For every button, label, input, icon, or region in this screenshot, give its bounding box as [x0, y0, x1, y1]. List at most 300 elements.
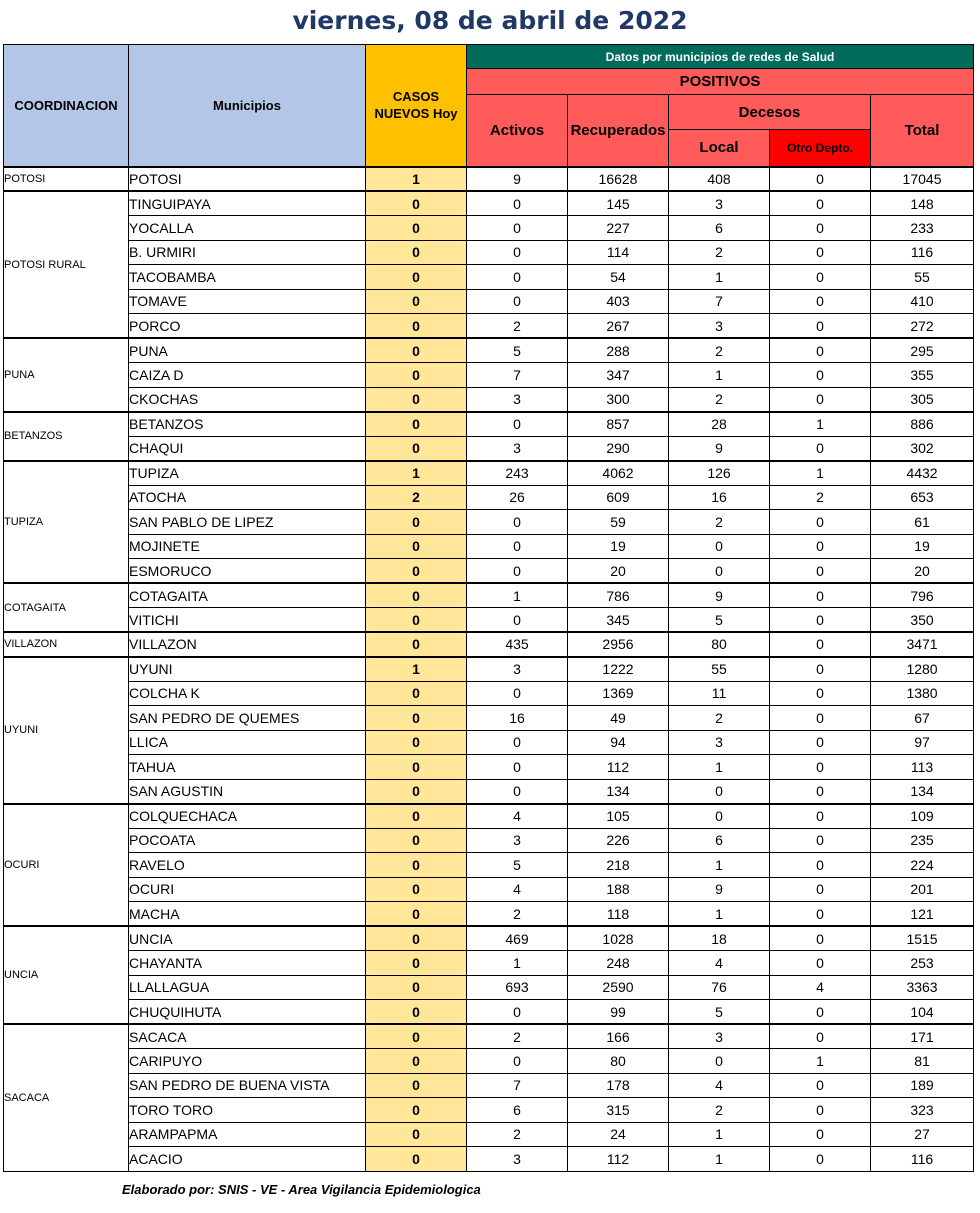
total-cell: 1380 [871, 681, 974, 706]
total-cell: 1515 [871, 926, 974, 951]
table-row [4, 632, 974, 657]
activos-cell: 3 [467, 1147, 568, 1172]
municipio-cell: COTAGAITA [129, 583, 366, 608]
table-row [4, 902, 974, 927]
table-header [4, 45, 974, 167]
total-cell: 410 [871, 289, 974, 314]
recuperados-cell: 80 [568, 1049, 669, 1074]
activos-cell: 0 [467, 1049, 568, 1074]
table-row [4, 559, 974, 584]
casos-nuevos-cell: 0 [366, 779, 467, 804]
coordinacion-group [4, 926, 974, 1024]
municipio-cell: PUNA [129, 338, 366, 363]
decesos-otro-depto-cell: 1 [770, 461, 871, 486]
decesos-local-cell: 9 [669, 436, 770, 461]
table-row [4, 191, 974, 216]
recuperados-cell: 403 [568, 289, 669, 314]
municipio-cell: RAVELO [129, 853, 366, 878]
casos-nuevos-cell: 0 [366, 510, 467, 535]
municipio-cell: SAN AGUSTIN [129, 779, 366, 804]
decesos-local-cell: 0 [669, 559, 770, 584]
casos-nuevos-cell: 0 [366, 804, 467, 829]
municipio-cell: SAN PABLO DE LIPEZ [129, 510, 366, 535]
decesos-local-cell: 0 [669, 534, 770, 559]
total-cell: 3363 [871, 975, 974, 1000]
decesos-local-cell: 28 [669, 412, 770, 437]
activos-cell: 2 [467, 902, 568, 927]
casos-nuevos-cell: 0 [366, 412, 467, 437]
activos-cell: 2 [467, 1024, 568, 1049]
table-row [4, 363, 974, 388]
municipio-cell: LLICA [129, 730, 366, 755]
activos-cell: 1 [467, 583, 568, 608]
coordinacion-cell: VILLAZON [4, 632, 129, 657]
total-cell: 235 [871, 828, 974, 853]
total-cell: 355 [871, 363, 974, 388]
municipio-cell: CKOCHAS [129, 387, 366, 412]
header-municipios: Municipios [129, 45, 366, 167]
casos-nuevos-cell: 0 [366, 1049, 467, 1074]
casos-nuevos-cell: 0 [366, 289, 467, 314]
decesos-local-cell: 1 [669, 1147, 770, 1172]
table-row [4, 265, 974, 290]
decesos-local-cell: 6 [669, 216, 770, 241]
casos-nuevos-cell: 2 [366, 485, 467, 510]
decesos-local-cell: 5 [669, 1000, 770, 1025]
activos-cell: 0 [467, 265, 568, 290]
decesos-local-cell: 9 [669, 583, 770, 608]
decesos-otro-depto-cell: 0 [770, 265, 871, 290]
decesos-otro-depto-cell: 0 [770, 657, 871, 682]
recuperados-cell: 1369 [568, 681, 669, 706]
decesos-otro-depto-cell: 2 [770, 485, 871, 510]
decesos-local-cell: 3 [669, 191, 770, 216]
decesos-local-cell: 11 [669, 681, 770, 706]
casos-nuevos-cell: 0 [366, 363, 467, 388]
casos-nuevos-cell: 0 [366, 387, 467, 412]
activos-cell: 3 [467, 657, 568, 682]
total-cell: 305 [871, 387, 974, 412]
municipio-cell: CARIPUYO [129, 1049, 366, 1074]
decesos-otro-depto-cell: 0 [770, 608, 871, 633]
casos-nuevos-cell: 0 [366, 436, 467, 461]
decesos-otro-depto-cell: 0 [770, 877, 871, 902]
casos-nuevos-cell: 0 [366, 828, 467, 853]
activos-cell: 435 [467, 632, 568, 657]
table-row [4, 583, 974, 608]
total-cell: 233 [871, 216, 974, 241]
table-row [4, 240, 974, 265]
decesos-local-cell: 76 [669, 975, 770, 1000]
activos-cell: 469 [467, 926, 568, 951]
coordinacion-cell: UYUNI [4, 657, 129, 804]
decesos-otro-depto-cell: 0 [770, 681, 871, 706]
coordinacion-cell: SACACA [4, 1024, 129, 1171]
total-cell: 350 [871, 608, 974, 633]
casos-nuevos-cell: 0 [366, 314, 467, 339]
decesos-otro-depto-cell: 0 [770, 804, 871, 829]
activos-cell: 26 [467, 485, 568, 510]
header-decesos: Decesos [669, 95, 871, 130]
recuperados-cell: 786 [568, 583, 669, 608]
total-cell: 113 [871, 755, 974, 780]
municipio-cell: SAN PEDRO DE BUENA VISTA [129, 1073, 366, 1098]
table-row [4, 1147, 974, 1172]
decesos-otro-depto-cell: 0 [770, 1098, 871, 1123]
recuperados-cell: 2956 [568, 632, 669, 657]
municipio-cell: VILLAZON [129, 632, 366, 657]
casos-nuevos-cell: 0 [366, 877, 467, 902]
table-row [4, 828, 974, 853]
coordinacion-group [4, 461, 974, 584]
coordinacion-group [4, 338, 974, 412]
recuperados-cell: 112 [568, 1147, 669, 1172]
decesos-otro-depto-cell: 1 [770, 1049, 871, 1074]
table-row [4, 608, 974, 633]
municipio-cell: OCURI [129, 877, 366, 902]
total-cell: 20 [871, 559, 974, 584]
recuperados-cell: 145 [568, 191, 669, 216]
recuperados-cell: 609 [568, 485, 669, 510]
casos-nuevos-cell: 0 [366, 1073, 467, 1098]
activos-cell: 0 [467, 779, 568, 804]
municipio-cell: MACHA [129, 902, 366, 927]
table-row [4, 412, 974, 437]
coordinacion-group [4, 657, 974, 804]
recuperados-cell: 267 [568, 314, 669, 339]
decesos-otro-depto-cell: 0 [770, 240, 871, 265]
decesos-otro-depto-cell: 0 [770, 191, 871, 216]
activos-cell: 0 [467, 412, 568, 437]
municipio-cell: TINGUIPAYA [129, 191, 366, 216]
decesos-otro-depto-cell: 0 [770, 510, 871, 535]
decesos-local-cell: 6 [669, 828, 770, 853]
recuperados-cell: 94 [568, 730, 669, 755]
total-cell: 323 [871, 1098, 974, 1123]
decesos-local-cell: 18 [669, 926, 770, 951]
recuperados-cell: 1028 [568, 926, 669, 951]
casos-nuevos-cell: 0 [366, 534, 467, 559]
activos-cell: 3 [467, 387, 568, 412]
decesos-otro-depto-cell: 0 [770, 1147, 871, 1172]
decesos-otro-depto-cell: 0 [770, 167, 871, 192]
activos-cell: 243 [467, 461, 568, 486]
decesos-local-cell: 2 [669, 387, 770, 412]
decesos-local-cell: 7 [669, 289, 770, 314]
decesos-local-cell: 4 [669, 951, 770, 976]
municipio-cell: LLALLAGUA [129, 975, 366, 1000]
decesos-otro-depto-cell: 0 [770, 363, 871, 388]
decesos-local-cell: 1 [669, 363, 770, 388]
activos-cell: 0 [467, 608, 568, 633]
recuperados-cell: 54 [568, 265, 669, 290]
decesos-local-cell: 55 [669, 657, 770, 682]
casos-nuevos-cell: 0 [366, 216, 467, 241]
recuperados-cell: 16628 [568, 167, 669, 192]
casos-nuevos-cell: 0 [366, 265, 467, 290]
casos-nuevos-cell: 0 [366, 902, 467, 927]
table-row [4, 289, 974, 314]
casos-nuevos-cell: 0 [366, 926, 467, 951]
header-recuperados: Recuperados [568, 95, 669, 167]
activos-cell: 0 [467, 730, 568, 755]
decesos-otro-depto-cell: 0 [770, 902, 871, 927]
activos-cell: 5 [467, 338, 568, 363]
decesos-otro-depto-cell: 0 [770, 436, 871, 461]
municipio-cell: SAN PEDRO DE QUEMES [129, 706, 366, 731]
table-row [4, 167, 974, 192]
total-cell: 17045 [871, 167, 974, 192]
activos-cell: 4 [467, 804, 568, 829]
header-datos-municipios: Datos por municipios de redes de Salud [467, 45, 974, 69]
footer-credit: Elaborado por: SNIS - VE - Area Vigilancia Epidemiologica [122, 1182, 481, 1197]
activos-cell: 0 [467, 681, 568, 706]
total-cell: 302 [871, 436, 974, 461]
decesos-otro-depto-cell: 0 [770, 779, 871, 804]
municipio-cell: TAHUA [129, 755, 366, 780]
activos-cell: 7 [467, 1073, 568, 1098]
total-cell: 295 [871, 338, 974, 363]
header-otro-depto: Otro Depto. [770, 130, 871, 167]
municipio-cell: POCOATA [129, 828, 366, 853]
total-cell: 109 [871, 804, 974, 829]
total-cell: 121 [871, 902, 974, 927]
table-row [4, 314, 974, 339]
total-cell: 171 [871, 1024, 974, 1049]
total-cell: 61 [871, 510, 974, 535]
table-row [4, 387, 974, 412]
decesos-local-cell: 2 [669, 338, 770, 363]
recuperados-cell: 99 [568, 1000, 669, 1025]
recuperados-cell: 300 [568, 387, 669, 412]
header-positivos: POSITIVOS [467, 69, 974, 95]
coordinacion-cell: POTOSI [4, 167, 129, 192]
decesos-otro-depto-cell: 0 [770, 387, 871, 412]
decesos-local-cell: 0 [669, 779, 770, 804]
casos-nuevos-cell: 0 [366, 1098, 467, 1123]
municipio-cell: CHAQUI [129, 436, 366, 461]
activos-cell: 9 [467, 167, 568, 192]
total-cell: 4432 [871, 461, 974, 486]
activos-cell: 0 [467, 559, 568, 584]
decesos-otro-depto-cell: 0 [770, 1073, 871, 1098]
recuperados-cell: 188 [568, 877, 669, 902]
table-row [4, 338, 974, 363]
decesos-otro-depto-cell: 0 [770, 926, 871, 951]
coordinacion-group [4, 191, 974, 338]
decesos-local-cell: 0 [669, 1049, 770, 1074]
coordinacion-cell: OCURI [4, 804, 129, 927]
activos-cell: 0 [467, 1000, 568, 1025]
table-row [4, 1049, 974, 1074]
table-row [4, 1024, 974, 1049]
municipio-cell: POTOSI [129, 167, 366, 192]
table-row [4, 485, 974, 510]
covid-cases-table [3, 44, 974, 1172]
casos-nuevos-cell: 0 [366, 240, 467, 265]
municipio-cell: SACACA [129, 1024, 366, 1049]
casos-nuevos-cell: 0 [366, 1122, 467, 1147]
table-row [4, 1122, 974, 1147]
decesos-local-cell: 126 [669, 461, 770, 486]
coordinacion-group [4, 412, 974, 461]
total-cell: 97 [871, 730, 974, 755]
casos-nuevos-cell: 0 [366, 951, 467, 976]
coordinacion-cell: POTOSI RURAL [4, 191, 129, 338]
casos-nuevos-cell: 0 [366, 975, 467, 1000]
municipio-cell: MOJINETE [129, 534, 366, 559]
total-cell: 253 [871, 951, 974, 976]
table-row [4, 853, 974, 878]
total-cell: 3471 [871, 632, 974, 657]
activos-cell: 0 [467, 289, 568, 314]
recuperados-cell: 345 [568, 608, 669, 633]
recuperados-cell: 4062 [568, 461, 669, 486]
decesos-otro-depto-cell: 0 [770, 559, 871, 584]
decesos-local-cell: 80 [669, 632, 770, 657]
municipio-cell: CAIZA D [129, 363, 366, 388]
coordinacion-cell: UNCIA [4, 926, 129, 1024]
activos-cell: 0 [467, 216, 568, 241]
recuperados-cell: 134 [568, 779, 669, 804]
casos-nuevos-cell: 0 [366, 608, 467, 633]
decesos-otro-depto-cell: 0 [770, 706, 871, 731]
municipio-cell: TUPIZA [129, 461, 366, 486]
decesos-otro-depto-cell: 4 [770, 975, 871, 1000]
decesos-local-cell: 0 [669, 804, 770, 829]
casos-nuevos-cell: 0 [366, 755, 467, 780]
table-row [4, 951, 974, 976]
table-row [4, 755, 974, 780]
decesos-local-cell: 408 [669, 167, 770, 192]
recuperados-cell: 112 [568, 755, 669, 780]
casos-nuevos-cell: 0 [366, 1000, 467, 1025]
table-row [4, 657, 974, 682]
decesos-local-cell: 4 [669, 1073, 770, 1098]
total-cell: 104 [871, 1000, 974, 1025]
casos-nuevos-cell: 0 [366, 706, 467, 731]
decesos-otro-depto-cell: 0 [770, 583, 871, 608]
header-local: Local [669, 130, 770, 167]
table-row [4, 534, 974, 559]
activos-cell: 5 [467, 853, 568, 878]
decesos-otro-depto-cell: 0 [770, 1122, 871, 1147]
decesos-local-cell: 5 [669, 608, 770, 633]
table-row [4, 730, 974, 755]
decesos-local-cell: 1 [669, 755, 770, 780]
total-cell: 116 [871, 1147, 974, 1172]
municipio-cell: ATOCHA [129, 485, 366, 510]
activos-cell: 0 [467, 240, 568, 265]
decesos-otro-depto-cell: 0 [770, 632, 871, 657]
decesos-local-cell: 1 [669, 1122, 770, 1147]
decesos-local-cell: 1 [669, 902, 770, 927]
activos-cell: 4 [467, 877, 568, 902]
header-activos: Activos [467, 95, 568, 167]
table-row [4, 975, 974, 1000]
activos-cell: 16 [467, 706, 568, 731]
decesos-local-cell: 2 [669, 510, 770, 535]
municipio-cell: UNCIA [129, 926, 366, 951]
recuperados-cell: 24 [568, 1122, 669, 1147]
table-row [4, 706, 974, 731]
recuperados-cell: 290 [568, 436, 669, 461]
municipio-cell: VITICHI [129, 608, 366, 633]
casos-nuevos-cell: 0 [366, 191, 467, 216]
coordinacion-group [4, 583, 974, 632]
total-cell: 27 [871, 1122, 974, 1147]
decesos-otro-depto-cell: 0 [770, 1000, 871, 1025]
total-cell: 81 [871, 1049, 974, 1074]
decesos-local-cell: 16 [669, 485, 770, 510]
table-row [4, 216, 974, 241]
casos-nuevos-cell: 1 [366, 167, 467, 192]
decesos-otro-depto-cell: 0 [770, 755, 871, 780]
casos-nuevos-cell: 0 [366, 1147, 467, 1172]
decesos-otro-depto-cell: 0 [770, 828, 871, 853]
activos-cell: 0 [467, 510, 568, 535]
total-cell: 148 [871, 191, 974, 216]
municipio-cell: COLCHA K [129, 681, 366, 706]
total-cell: 1280 [871, 657, 974, 682]
decesos-local-cell: 2 [669, 1098, 770, 1123]
recuperados-cell: 118 [568, 902, 669, 927]
table-row [4, 1073, 974, 1098]
coordinacion-group [4, 1024, 974, 1171]
decesos-otro-depto-cell: 0 [770, 730, 871, 755]
total-cell: 189 [871, 1073, 974, 1098]
activos-cell: 0 [467, 191, 568, 216]
activos-cell: 2 [467, 314, 568, 339]
recuperados-cell: 59 [568, 510, 669, 535]
coordinacion-cell: TUPIZA [4, 461, 129, 584]
municipio-cell: YOCALLA [129, 216, 366, 241]
casos-nuevos-cell: 1 [366, 461, 467, 486]
recuperados-cell: 226 [568, 828, 669, 853]
coordinacion-cell: PUNA [4, 338, 129, 412]
municipio-cell: ACACIO [129, 1147, 366, 1172]
decesos-local-cell: 3 [669, 1024, 770, 1049]
header-casos-nuevos: CASOS NUEVOS Hoy [366, 45, 467, 167]
total-cell: 886 [871, 412, 974, 437]
recuperados-cell: 20 [568, 559, 669, 584]
recuperados-cell: 166 [568, 1024, 669, 1049]
coordinacion-group [4, 804, 974, 927]
table-row [4, 681, 974, 706]
coordinacion-group [4, 632, 974, 657]
decesos-local-cell: 3 [669, 314, 770, 339]
recuperados-cell: 114 [568, 240, 669, 265]
activos-cell: 3 [467, 828, 568, 853]
municipio-cell: ESMORUCO [129, 559, 366, 584]
decesos-otro-depto-cell: 0 [770, 534, 871, 559]
decesos-otro-depto-cell: 0 [770, 216, 871, 241]
decesos-local-cell: 1 [669, 265, 770, 290]
municipio-cell: BETANZOS [129, 412, 366, 437]
decesos-otro-depto-cell: 0 [770, 853, 871, 878]
decesos-otro-depto-cell: 1 [770, 412, 871, 437]
casos-nuevos-cell: 0 [366, 730, 467, 755]
table-row [4, 436, 974, 461]
municipio-cell: COLQUECHACA [129, 804, 366, 829]
casos-nuevos-cell: 0 [366, 632, 467, 657]
coordinacion-group [4, 167, 974, 192]
decesos-local-cell: 3 [669, 730, 770, 755]
header-total: Total [871, 95, 974, 167]
municipio-cell: CHAYANTA [129, 951, 366, 976]
municipio-cell: PORCO [129, 314, 366, 339]
table-row [4, 804, 974, 829]
